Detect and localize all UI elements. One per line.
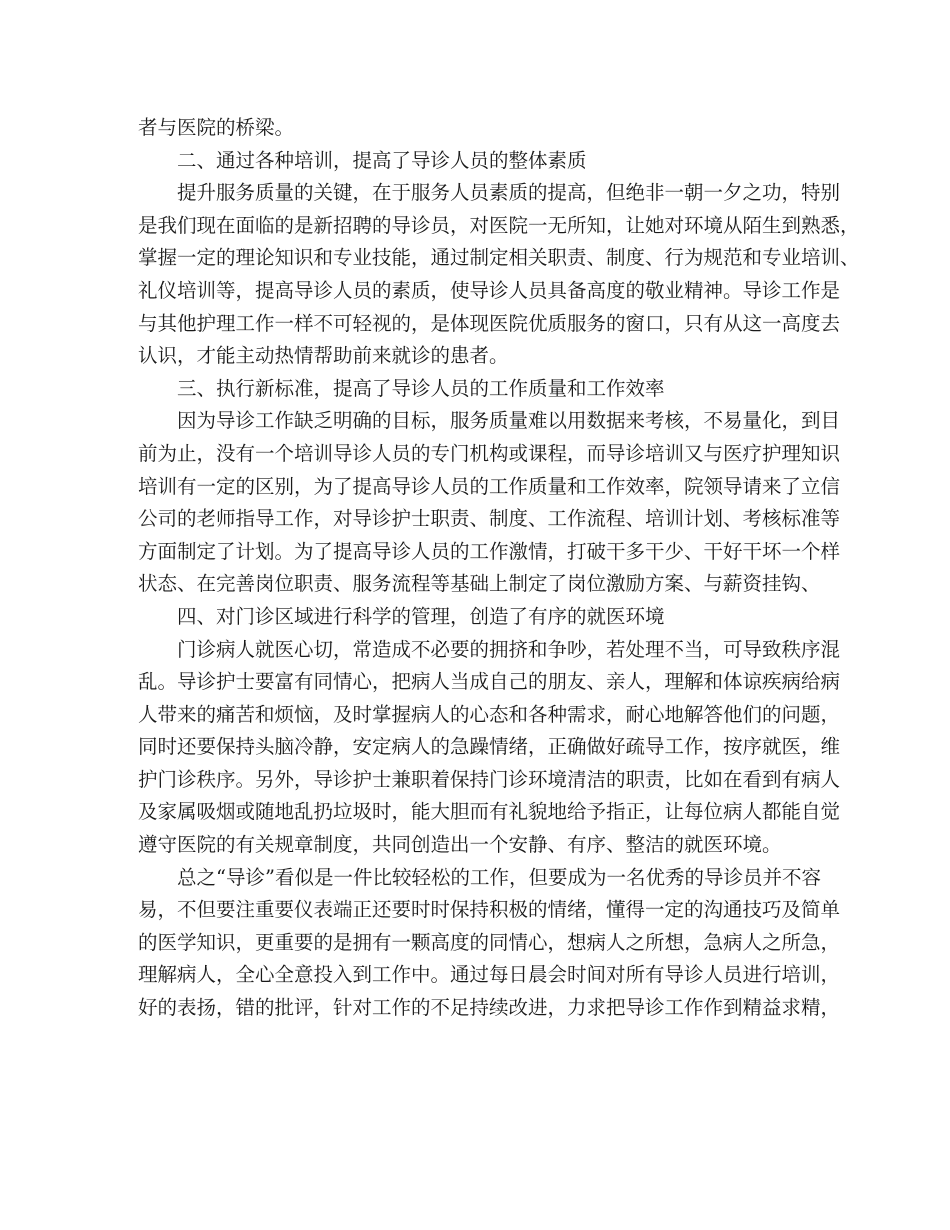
text-line: 总之“导诊”看似是一件比较轻松的工作，但要成为一名优秀的导诊员并不容 [177,865,821,889]
text-line: 与其他护理工作一样不可轻视的，是体现医院优质服务的窗口，只有从这一高度去 [138,311,841,335]
text-line: 好的表扬，错的批评，针对工作的不足持续改进，力求把导诊工作作到精益求精， [138,996,841,1020]
text-line: 提升服务质量的关键，在于服务人员素质的提高，但绝非一朝一夕之功，特别 [177,181,841,205]
document-body [138,112,860,1025]
text-line: 同时还要保持头脑冷静，安定病人的急躁情绪，正确做好疏导工作，按序就医，维 [138,735,841,759]
text-line: 前为止，没有一个培训导诊人员的专门机构或课程，而导诊培训又与医疗护理知识 [138,441,841,465]
text-line: 是我们现在面临的是新招聘的导诊员，对医院一无所知，让她对环境从陌生到熟悉， [138,213,860,237]
text-line: 护门诊秩序。另外，导诊护士兼职着保持门诊环境清洁的职责，比如在看到有病人 [138,767,841,791]
text-line: 者与医院的桥梁。 [138,116,295,139]
text-line: 及家属吸烟或随地乱扔垃圾时，能大胆而有礼貌地给予指正，让每位病人都能自觉 [138,800,841,824]
text-line: 状态、在完善岗位职责、服务流程等基础上制定了岗位激励方案、与薪资挂钩、 [138,572,821,596]
text-line: 培训有一定的区别，为了提高导诊人员的工作质量和工作效率，院领导请来了立信 [138,474,841,498]
text-line: 四、对门诊区域进行科学的管理，创造了有序的就医环境 [177,604,665,628]
text-line: 公司的老师指导工作，对导诊护士职责、制度、工作流程、培训计划、考核标准等 [138,507,841,531]
text-line: 三、执行新标准，提高了导诊人员的工作质量和工作效率 [177,376,665,400]
text-line: 二、通过各种培训，提高了导诊人员的整体素质 [177,148,587,172]
text-line: 的医学知识，更重要的是拥有一颗高度的同情心，想病人之所想，急病人之所急， [138,930,841,954]
text-line: 认识，才能主动热情帮助前来就诊的患者。 [138,344,509,368]
text-line: 乱。导诊护士要富有同情心，把病人当成自己的朋友、亲人，理解和体谅疾病给病 [138,670,841,694]
text-line: 因为导诊工作缺乏明确的目标，服务质量难以用数据来考核，不易量化，到目 [177,409,841,433]
text-line: 遵守医院的有关规章制度，共同创造出一个安静、有序、整洁的就医环境。 [138,833,782,857]
text-line: 方面制定了计划。为了提高导诊人员的工作激情，打破干多干少、干好干坏一个样 [138,539,841,563]
text-line: 礼仪培训等，提高导诊人员的素质，使导诊人员具备高度的敬业精神。导诊工作是 [138,278,841,302]
text-line: 易，不但要注重要仪表端正还要时时保持积极的情绪，懂得一定的沟通技巧及简单 [138,898,841,922]
text-line: 门诊病人就医心切，常造成不必要的拥挤和争吵，若处理不当，可导致秩序混 [177,637,841,661]
text-line: 掌握一定的理论知识和专业技能，通过制定相关职责、制度、行为规范和专业培训、 [138,246,860,270]
text-line: 人带来的痛苦和烦恼，及时掌握病人的心态和各种需求，耐心地解答他们的问题， [138,702,841,726]
text-line: 理解病人，全心全意投入到工作中。通过每日晨会时间对所有导诊人员进行培训， [138,963,841,987]
